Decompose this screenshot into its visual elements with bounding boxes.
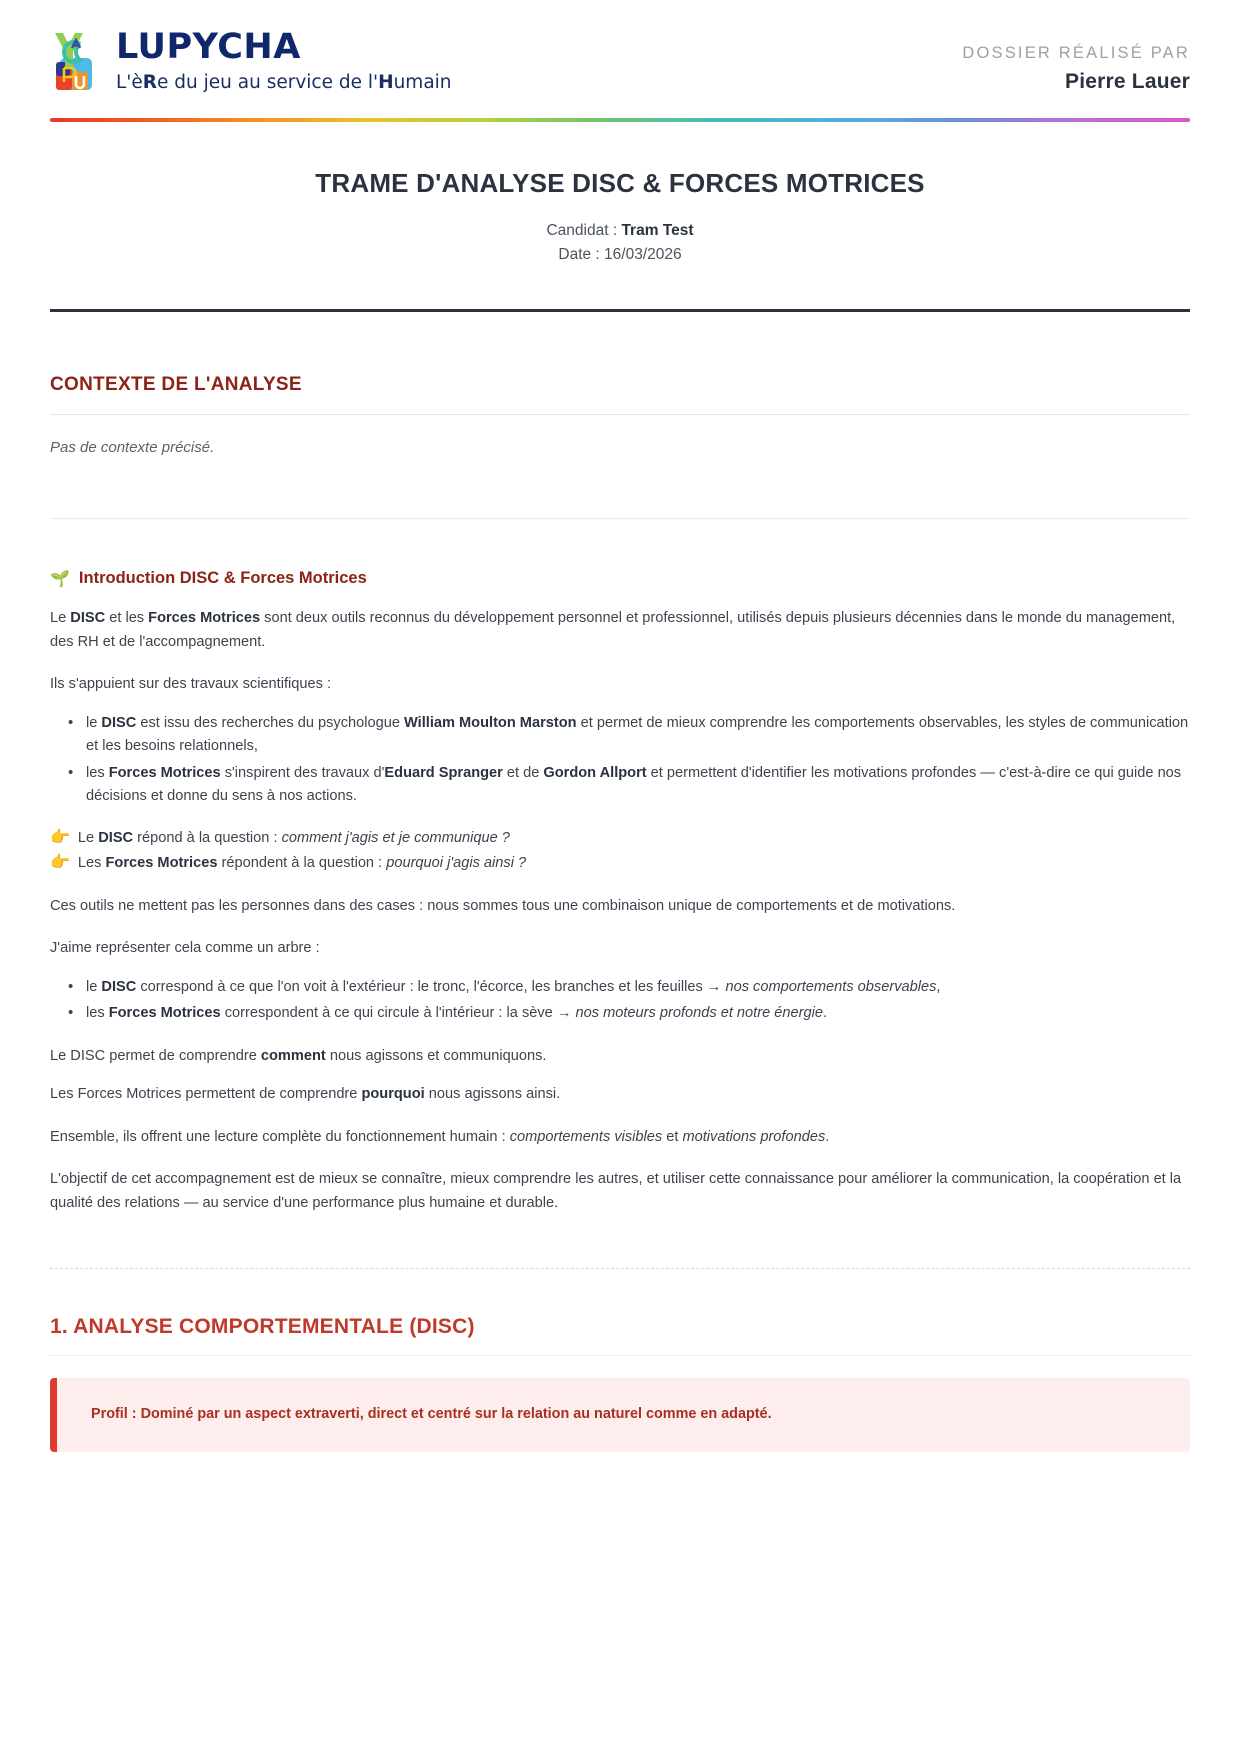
question-pointers xyxy=(50,826,1190,876)
t0-b1: DISC xyxy=(101,978,137,995)
p7-em1: comportements visibles xyxy=(509,1128,663,1145)
tagline-mid: e du jeu au service de l' xyxy=(157,71,379,93)
intro-paragraph-8: L'objectif de cet accompagnement est de mieux se connaître, mieux comprendre les autres, et utiliser cette connaissance pour améliorer la communication, la coopération et la qualité des relations — au service d'une performance plus humaine et durable. xyxy=(50,1171,1182,1212)
profile-callout-text: Profil : Dominé par un aspect extraverti, direct et centré sur la relation au naturel comme en adapté. xyxy=(91,1405,772,1422)
p6-c: nous agissons ainsi. xyxy=(424,1086,561,1103)
pt1-a: Les xyxy=(77,854,106,871)
context-body: Pas de contexte précisé. xyxy=(50,439,215,457)
title-block xyxy=(50,122,1190,267)
p1-a: Le xyxy=(50,610,71,627)
date-value: 16/03/2026 xyxy=(604,246,682,264)
b0-end: et permet de mieux comprendre les comportements observables, les styles de communication et les besoins relationnels, xyxy=(86,714,1189,755)
pointer-row xyxy=(50,851,1190,876)
intro-section xyxy=(50,569,1190,1269)
pointer-text xyxy=(78,851,526,876)
t0-end: , xyxy=(936,978,941,995)
pt1-mid: répondent à la question : xyxy=(217,854,387,871)
intro-heading: Introduction DISC & Forces Motrices xyxy=(78,569,367,588)
profile-callout xyxy=(50,1378,1190,1452)
intro-paragraph-1 xyxy=(50,607,1190,654)
author-label: DOSSIER RÉALISÉ PAR xyxy=(962,44,1190,62)
disc-section xyxy=(50,1315,1190,1452)
t0-em: nos comportements observables xyxy=(725,978,937,995)
b1-b3: Gordon Allport xyxy=(543,764,647,781)
seedling-icon: 🌱 xyxy=(50,568,70,588)
title-divider xyxy=(50,309,1190,312)
context-bottom-rule xyxy=(50,518,1190,519)
tagline-h: H xyxy=(378,71,394,93)
p1-forces: Forces Motrices xyxy=(148,610,261,627)
p7-c: . xyxy=(825,1128,830,1145)
intro-heading-row xyxy=(50,569,1190,588)
brand-name: LUPYCHA xyxy=(116,26,301,67)
lupycha-blocks-logo-icon xyxy=(50,28,100,94)
list-item xyxy=(86,976,1190,1000)
pointing-hand-icon: 👉 xyxy=(50,851,70,871)
p1-b: et les xyxy=(105,610,149,627)
p5-comment: comment xyxy=(260,1047,326,1064)
document-header xyxy=(50,0,1190,94)
b0-a: le xyxy=(86,714,102,731)
p5-c: nous agissons et communiquons. xyxy=(325,1047,547,1064)
context-rule xyxy=(50,414,1190,415)
t0-a: le xyxy=(86,978,102,995)
candidate-name: Tram Test xyxy=(621,222,694,239)
tree-bullets xyxy=(50,976,1190,1026)
intro-paragraph-5 xyxy=(50,1045,1190,1069)
p1-disc: DISC xyxy=(70,610,106,627)
t1-b1: Forces Motrices xyxy=(108,1005,221,1022)
p1-c: sont deux outils reconnus du développement personnel et professionnel, utilisés depuis plusieurs décennies dans le monde du management, des RH et de l'accompagnement. xyxy=(50,610,1176,650)
intro-paragraph-3: Ces outils ne mettent pas les personnes dans des cases : nous sommes tous une combinaison unique de comportements et de motivations. xyxy=(50,897,956,914)
t0-mid: correspond à ce que l'on voit à l'extérieur : le tronc, l'écorce, les branches et les feuilles → xyxy=(136,978,726,995)
b1-a: les xyxy=(86,764,109,781)
p6-a: Les Forces Motrices permettent de comprendre xyxy=(50,1086,362,1103)
intro-paragraph-4: J'aime représenter cela comme un arbre : xyxy=(50,940,320,957)
date-line xyxy=(50,243,1190,267)
t1-mid: correspondent à ce qui circule à l'intérieur : la sève → xyxy=(220,1005,576,1022)
pt0-mid: répond à la question : xyxy=(133,830,282,847)
p5-a: Le DISC permet de comprendre xyxy=(50,1047,261,1064)
p7-b: et xyxy=(662,1128,683,1145)
brand-block xyxy=(50,28,452,94)
pt0-em: comment j'agis et je communique ? xyxy=(281,830,510,847)
intro-bottom-divider xyxy=(50,1268,1190,1269)
pointing-hand-icon: 👉 xyxy=(50,827,70,847)
list-item xyxy=(86,1002,1190,1026)
b1-mid: s'inspirent des travaux d' xyxy=(220,764,385,781)
author-name: Pierre Lauer xyxy=(1065,70,1190,93)
intro-paragraph-7 xyxy=(50,1126,1190,1150)
pt1-em: pourquoi j'agis ainsi ? xyxy=(386,854,527,871)
b0-b2: William Moulton Marston xyxy=(404,714,577,731)
context-section xyxy=(50,374,1190,519)
list-item xyxy=(86,712,1190,759)
disc-rule xyxy=(50,1355,1190,1356)
t1-em: nos moteurs profonds et notre énergie xyxy=(575,1005,823,1022)
pt0-b: DISC xyxy=(98,830,134,847)
p7-a: Ensemble, ils offrent une lecture complète du fonctionnement humain : xyxy=(50,1128,510,1145)
author-block xyxy=(962,28,1190,94)
pt0-a: Le xyxy=(77,830,99,847)
b1-mid2: et de xyxy=(502,764,544,781)
p6-pourquoi: pourquoi xyxy=(361,1086,425,1103)
brand-text xyxy=(116,26,452,93)
page-title: TRAME D'ANALYSE DISC & FORCES MOTRICES xyxy=(315,168,925,198)
disc-heading: 1. ANALYSE COMPORTEMENTALE (DISC) xyxy=(50,1314,475,1338)
tagline-end: umain xyxy=(393,71,452,93)
b1-b2: Eduard Spranger xyxy=(384,764,503,781)
context-heading: CONTEXTE DE L'ANALYSE xyxy=(50,374,302,396)
list-item xyxy=(86,762,1190,809)
pointer-text xyxy=(78,826,510,851)
candidate-label: Candidat : xyxy=(546,222,622,239)
b0-b1: DISC xyxy=(101,714,137,731)
brand-tagline xyxy=(116,73,452,93)
b1-end: et permettent d'identifier les motivations profondes — c'est-à-dire ce qui guide nos décisions et donne du sens à nos actions. xyxy=(86,764,1182,805)
t1-end: . xyxy=(822,1005,827,1022)
science-bullets xyxy=(50,712,1190,810)
pt1-b: Forces Motrices xyxy=(105,854,218,871)
date-label: Date : xyxy=(558,246,605,264)
candidate-line xyxy=(50,219,1190,243)
p7-em2: motivations profondes xyxy=(682,1128,826,1145)
tagline-pre: L'è xyxy=(116,71,143,93)
b0-mid: est issu des recherches du psychologue xyxy=(136,714,405,731)
title-meta xyxy=(50,219,1190,267)
t1-a: les xyxy=(86,1005,109,1022)
intro-paragraph-2: Ils s'appuient sur des travaux scientifiques : xyxy=(50,676,332,693)
pointer-row xyxy=(50,826,1190,851)
b1-b1: Forces Motrices xyxy=(108,764,221,781)
tagline-r: R xyxy=(142,71,158,93)
intro-paragraph-6 xyxy=(50,1083,1190,1107)
